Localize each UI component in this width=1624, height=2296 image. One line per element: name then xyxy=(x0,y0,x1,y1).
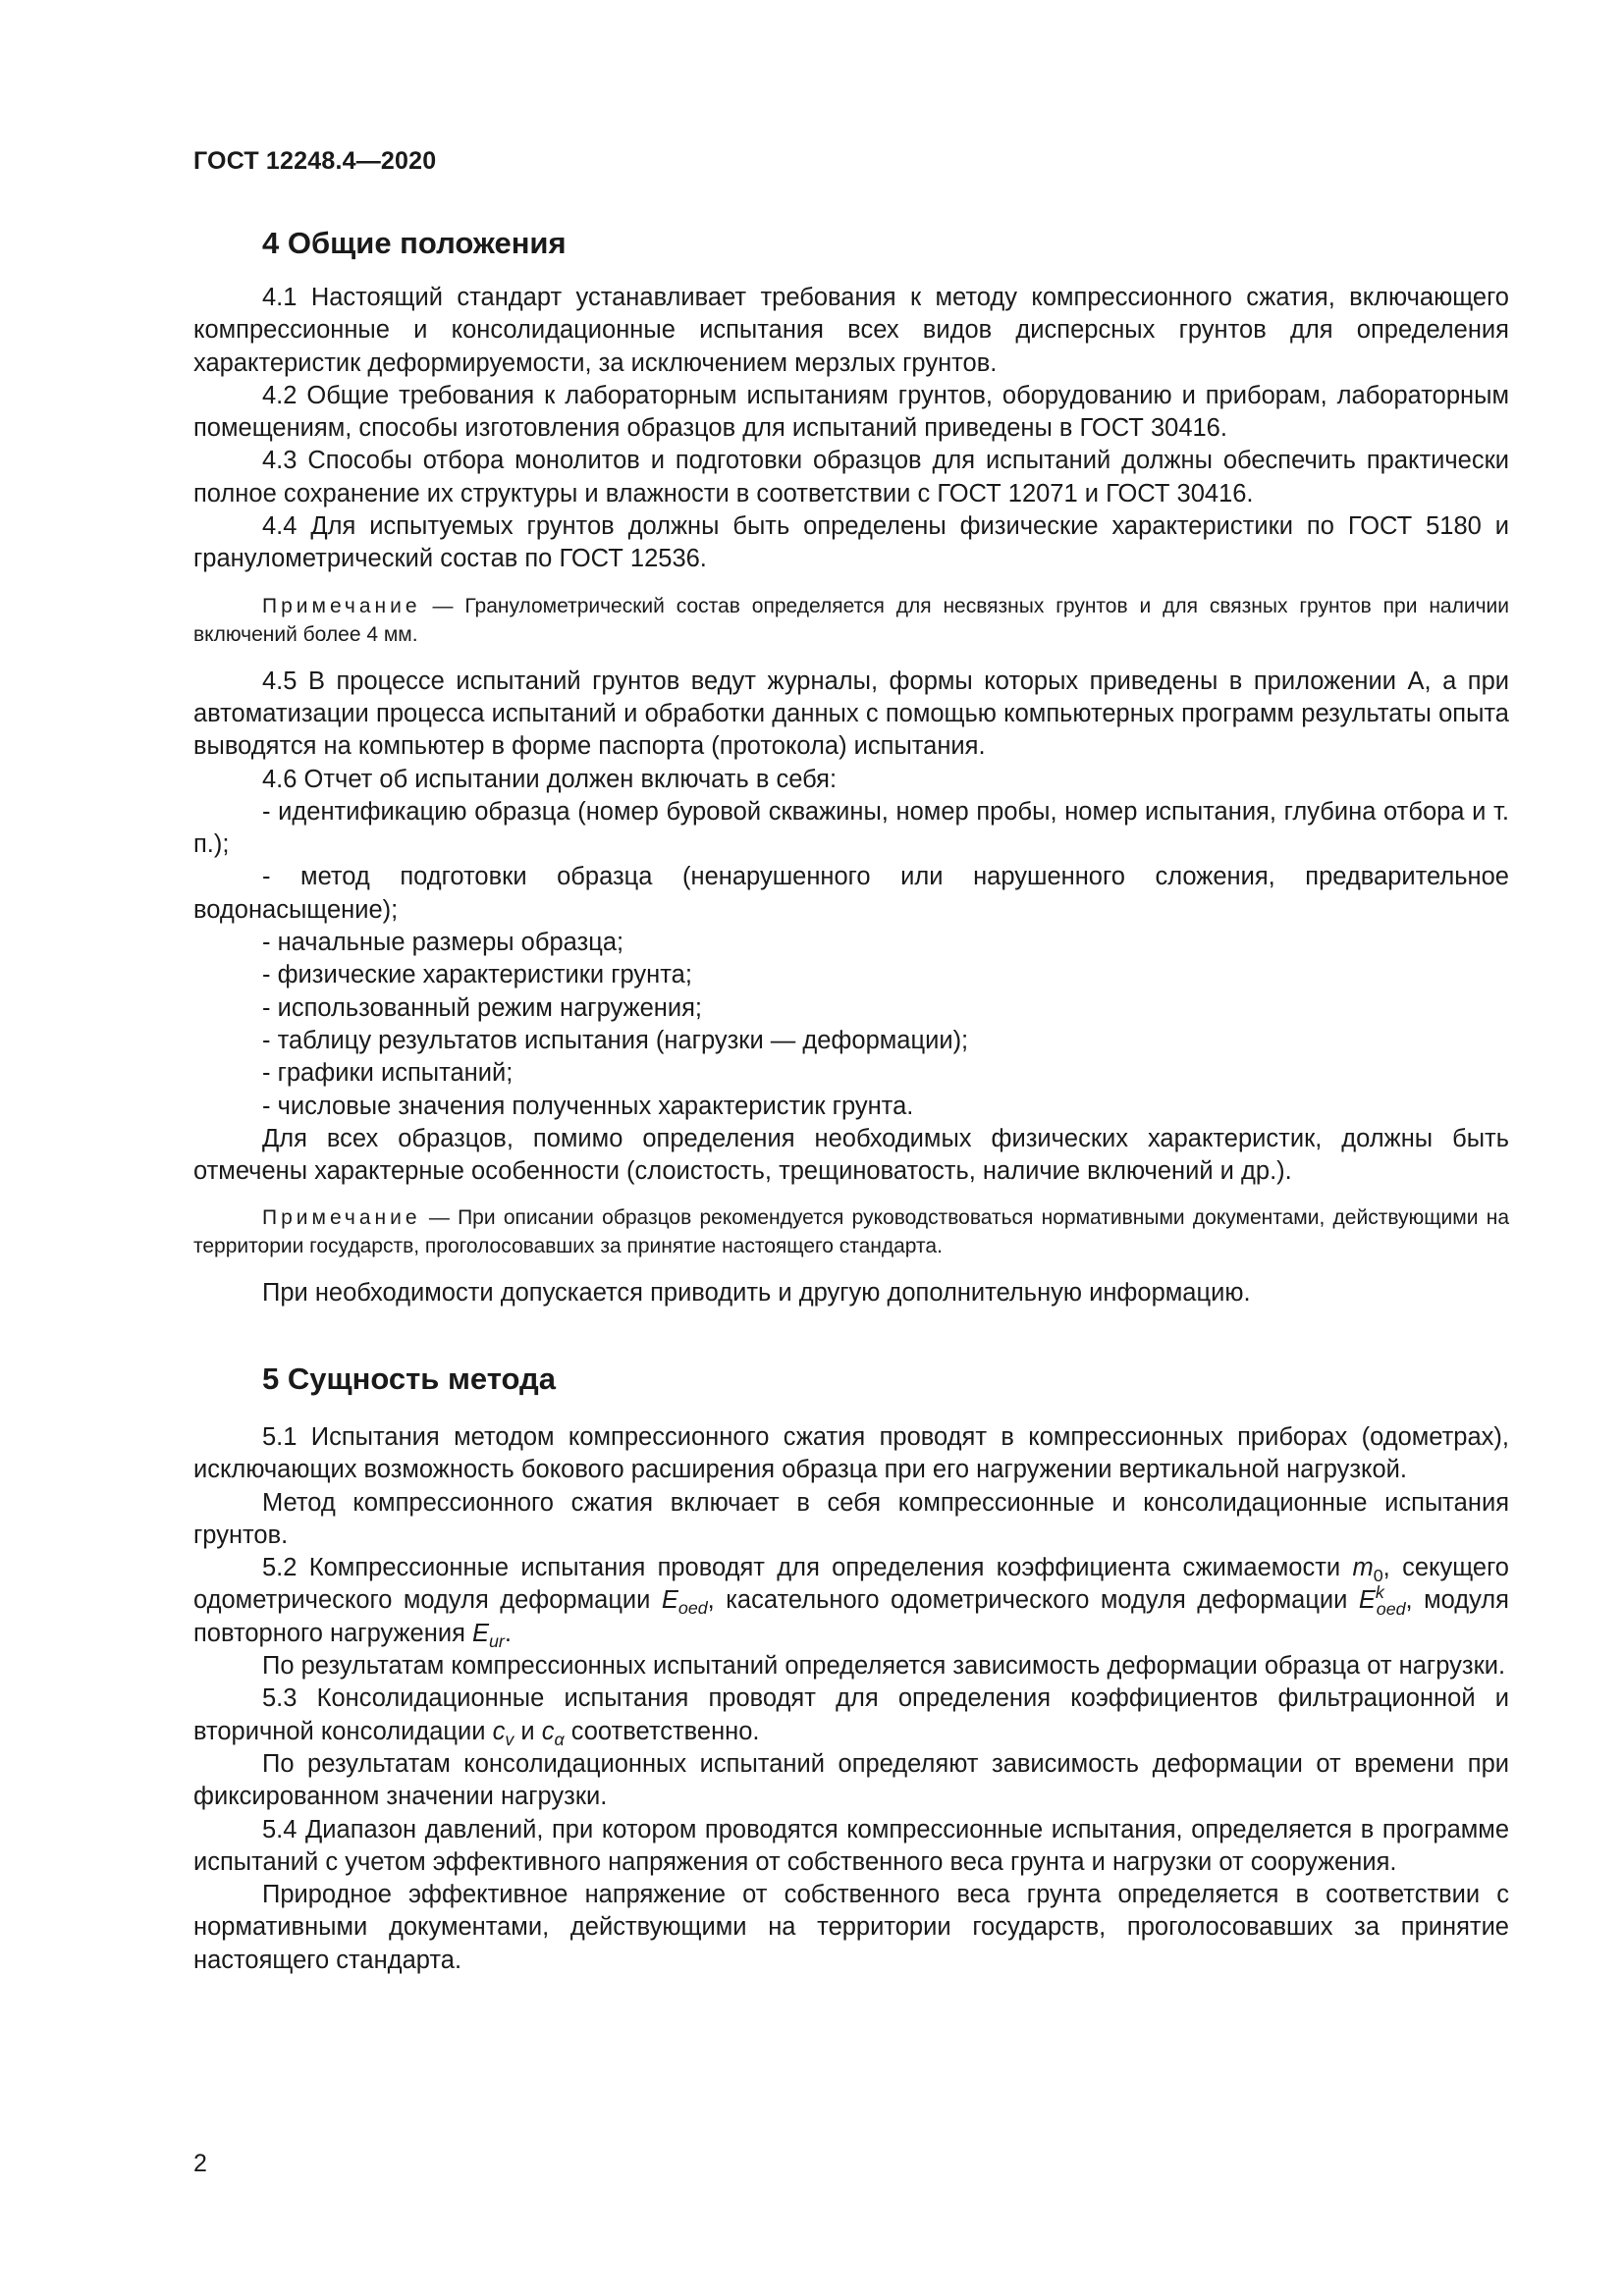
list-item: - начальные размеры образца; xyxy=(262,929,624,957)
symbol-letter: E xyxy=(1358,1586,1376,1615)
section-5-content xyxy=(193,1421,1509,1977)
symbol-e-ur xyxy=(471,1619,505,1652)
symbol-subscript: 0 xyxy=(1373,1566,1383,1586)
text-run: , секущего одометрического модуля деформации xyxy=(193,1554,1509,1615)
paragraph-4-6: 4.6 Отчет об испытании должен включать в себя: xyxy=(262,765,838,793)
paragraph-5-4b: Природное эффективное напряжение от собственного веса грунта определяется в соответствии с нормативными документами, действующими на территории государств, проголосовавших за принятие настоящего стандарта. xyxy=(193,1881,1509,1974)
text-run: и xyxy=(514,1717,542,1745)
list-item: - таблицу результатов испытания (нагрузки — деформации); xyxy=(262,1026,969,1054)
symbol-subscript: ur xyxy=(488,1631,505,1652)
note-label: Примечание xyxy=(262,1206,421,1230)
note-label: Примечание xyxy=(262,594,421,617)
text-run: соответственно. xyxy=(564,1717,760,1745)
document-id-header: ГОСТ 12248.4—2020 xyxy=(193,147,437,175)
paragraph-5-1b: Метод компрессионного сжатия включает в себя компрессионные и консолидационные испытания грунтов. xyxy=(193,1488,1509,1549)
symbol-letter: c xyxy=(541,1717,555,1745)
paragraph-4-4: 4.4 Для испытуемых грунтов должны быть определены физические характеристики по ГОСТ 5180 и гранулометрический состав по ГОСТ 12536. xyxy=(193,512,1509,573)
symbol-letter: c xyxy=(492,1717,506,1745)
symbol-superscript: k xyxy=(1375,1582,1384,1603)
note-1 xyxy=(193,592,1509,649)
list-item: - числовые значения полученных характеристик грунта. xyxy=(262,1092,914,1120)
section-5-title: 5 Сущность метода xyxy=(262,1362,556,1396)
symbol-e-oed-k xyxy=(1358,1582,1406,1619)
symbol-subscript: v xyxy=(505,1729,514,1749)
symbol-subscript: oed xyxy=(1376,1598,1406,1619)
paragraph-all-samples: Для всех образцов, помимо определения необходимых физических характеристик, должны быть отмечены характерные особенности (слоистость, трещиноватость, наличие включений и др.). xyxy=(193,1124,1509,1186)
paragraph-5-1: 5.1 Испытания методом компрессионного сжатия проводят в компрессионных приборах (одометрах), исключающих возможность бокового расширения образца при его нагружении вертикальной нагрузкой. xyxy=(193,1423,1509,1484)
paragraph-5-2 xyxy=(193,1552,1509,1650)
note-2 xyxy=(193,1203,1509,1260)
text-run: 5.2 Компрессионные испытания проводят для определения коэффициента сжимаемости xyxy=(262,1554,1353,1582)
symbol-letter: m xyxy=(1352,1554,1374,1582)
section-4-title: 4 Общие положения xyxy=(262,226,567,260)
symbol-cv xyxy=(492,1717,514,1749)
symbol-m0 xyxy=(1352,1554,1373,1581)
paragraph-5-4: 5.4 Диапазон давлений, при котором проводятся компрессионные испытания, определяется в программе испытаний с учетом эффективного напряжения от собственного веса грунта и нагрузки от сооружения. xyxy=(193,1815,1509,1876)
list-item: - графики испытаний; xyxy=(262,1059,514,1088)
paragraph-5-2b: По результатам компрессионных испытаний определяется зависимость деформации образца от нагрузки. xyxy=(262,1652,1506,1681)
symbol-c-alpha xyxy=(541,1717,565,1749)
text-run: , модуля повторного нагружения xyxy=(193,1586,1509,1647)
symbol-subscript: oed xyxy=(677,1598,708,1619)
section-4-content xyxy=(193,282,1509,1310)
text-run: . xyxy=(504,1619,512,1647)
paragraph-4-3: 4.3 Способы отбора монолитов и подготовки образцов для испытаний должны обеспечить практически полное сохранение их структуры и влажности в соответствии с ГОСТ 12071 и ГОСТ 30416. xyxy=(193,447,1509,507)
text-run: 5.3 Консолидационные испытания проводят для определения коэффициентов фильтрационной и вторичной консолидации xyxy=(193,1684,1509,1745)
symbol-letter: E xyxy=(471,1619,489,1647)
list-item: - физические характеристики грунта; xyxy=(262,961,692,989)
paragraph-5-3 xyxy=(193,1682,1509,1748)
paragraph-extra-info: При необходимости допускается приводить и другую дополнительную информацию. xyxy=(262,1279,1251,1308)
list-item: - метод подготовки образца (ненарушенного или нарушенного сложения, предварительное водонасыщение); xyxy=(193,863,1509,924)
symbol-subscript: α xyxy=(554,1729,565,1749)
note-text: — При описании образцов рекомендуется руководствоваться нормативными документами, действующими на территории государств, проголосовавших за принятие настоящего стандарта. xyxy=(193,1206,1509,1258)
page-number: 2 xyxy=(193,2150,207,2177)
symbol-e-oed xyxy=(661,1586,708,1619)
paragraph-4-5: 4.5 В процессе испытаний грунтов ведут журналы, формы которых приведены в приложении А, а при автоматизации процесса испытаний и обработки данных с помощью компьютерных программ результаты опыта выводятся на компьютер в форме паспорта (протокола) испытания. xyxy=(193,667,1509,761)
paragraph-5-3b: По результатам консолидационных испытаний определяют зависимость деформации от времени при фиксированном значении нагрузки. xyxy=(193,1749,1509,1811)
list-item: - использованный режим нагружения; xyxy=(262,993,702,1022)
symbol-letter: E xyxy=(661,1586,678,1615)
note-text: — Гранулометрический состав определяется для несвязных грунтов и для связных грунтов при наличии включений более 4 мм. xyxy=(193,594,1509,646)
paragraph-4-2: 4.2 Общие требования к лабораторным испытаниям грунтов, оборудованию и приборам, лабораторным помещениям, способы изготовления образцов для испытаний приведены в ГОСТ 30416. xyxy=(193,381,1509,443)
text-run: , касательного одометрического модуля деформации xyxy=(707,1586,1359,1615)
paragraph-4-1: 4.1 Настоящий стандарт устанавливает требования к методу компрессионного сжатия, включающего компрессионные и консолидационные испытания всех видов дисперсных грунтов для определения характеристик деформируемости, за исключением мерзлых грунтов. xyxy=(193,284,1509,377)
list-item: - идентификацию образца (номер буровой скважины, номер пробы, номер испытания, глубина отбора и т. п.); xyxy=(193,797,1509,859)
